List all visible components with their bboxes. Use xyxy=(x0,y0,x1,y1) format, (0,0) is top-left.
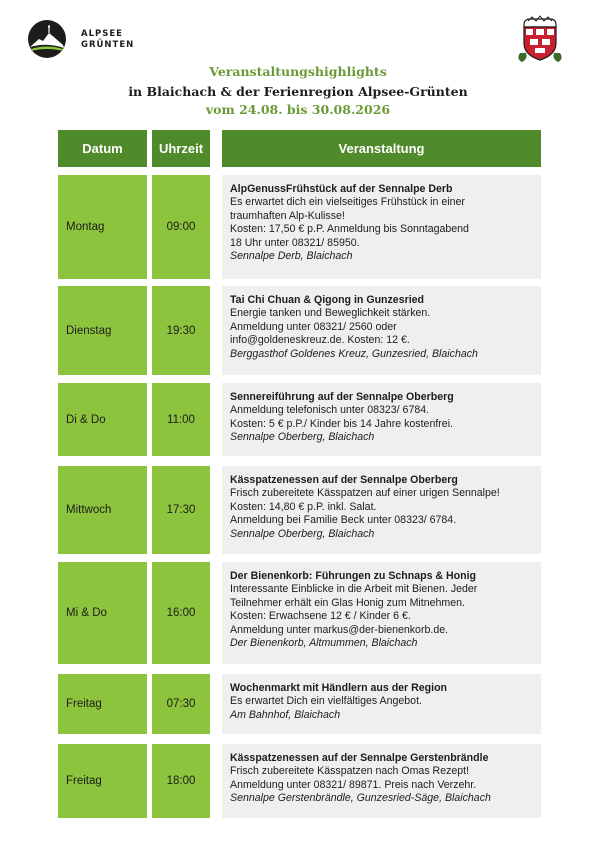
event-time: 09:00 xyxy=(152,175,210,279)
column-header-datum: Datum xyxy=(58,130,147,167)
event-time: 17:30 xyxy=(152,466,210,554)
logo-line-2: GRÜNTEN xyxy=(81,40,135,50)
event-time: 11:00 xyxy=(152,383,210,456)
event-day: Di & Do xyxy=(58,383,147,456)
event-day: Dienstag xyxy=(58,286,147,375)
event-title: Tai Chi Chuan & Qigong in Gunzesried xyxy=(230,294,425,306)
event-description: Kosten: Erwachsene 12 € / Kinder 6 €. xyxy=(230,610,411,623)
event-title: Sennereiführung auf der Sennalpe Oberberg xyxy=(230,391,454,403)
event-description: Frisch zubereitete Kässpatzen auf einer urigen Sennalpe! xyxy=(230,487,500,500)
event-location: Der Bienenkorb, Altmummen, Blaichach xyxy=(230,637,418,650)
event-location: Sennalpe Gerstenbrändle, Gunzesried-Säge, Blaichach xyxy=(230,792,491,805)
event-description: Es erwartet dich ein vielseitiges Frühstück in einer xyxy=(230,196,465,209)
event-row xyxy=(58,383,541,456)
event-details xyxy=(222,674,541,734)
coat-of-arms-icon xyxy=(514,13,566,65)
event-row xyxy=(58,562,541,664)
page-title: Veranstaltungshighlights xyxy=(209,64,387,79)
event-time: 16:00 xyxy=(152,562,210,664)
event-description: Anmeldung bei Familie Beck unter 08323/ 6784. xyxy=(230,514,457,527)
event-day: Freitag xyxy=(58,674,147,734)
event-description: Teilnehmer erhält ein Glas Honig zum Mitnehmen. xyxy=(230,596,465,609)
event-day: Montag xyxy=(58,175,147,279)
logo-line-1: ALPSEE xyxy=(81,29,123,39)
event-details xyxy=(222,562,541,664)
event-location: Am Bahnhof, Blaichach xyxy=(230,708,341,721)
event-description: 18 Uhr unter 08321/ 85950. xyxy=(230,236,360,249)
event-row xyxy=(58,466,541,554)
event-title: Wochenmarkt mit Händlern aus der Region xyxy=(230,682,448,694)
event-day: Mi & Do xyxy=(58,562,147,664)
column-header-veranstaltung: Veranstaltung xyxy=(222,130,541,167)
event-description: Kosten: 5 € p.P./ Kinder bis 14 Jahre kostenfrei. xyxy=(230,417,453,430)
mountain-logo-icon xyxy=(27,19,73,59)
event-location: Sennalpe Derb, Blaichach xyxy=(230,250,353,263)
event-time: 18:00 xyxy=(152,744,210,818)
event-description: Kosten: 17,50 € p.P. Anmeldung bis Sonntagabend xyxy=(230,223,469,236)
event-description: Anmeldung unter 08321/ 2560 oder xyxy=(230,320,397,333)
event-location: Berggasthof Goldenes Kreuz, Gunzesried, Blaichach xyxy=(230,347,478,360)
event-location: Sennalpe Oberberg, Blaichach xyxy=(230,527,375,540)
column-header-uhrzeit: Uhrzeit xyxy=(152,130,210,167)
event-description: Interessante Einblicke in die Arbeit mit Bienen. Jeder xyxy=(230,583,478,596)
event-details xyxy=(222,286,541,375)
event-title: AlpGenussFrühstück auf der Sennalpe Derb xyxy=(230,183,453,195)
alpsee-gruenten-logo xyxy=(27,19,147,59)
event-day: Freitag xyxy=(58,744,147,818)
event-row xyxy=(58,175,541,279)
event-row xyxy=(58,674,541,734)
logo-wordmark xyxy=(81,29,134,51)
event-day: Mittwoch xyxy=(58,466,147,554)
event-details xyxy=(222,175,541,279)
event-row xyxy=(58,286,541,375)
event-title: Der Bienenkorb: Führungen zu Schnaps & Honig xyxy=(230,570,477,582)
event-details xyxy=(222,744,541,818)
event-details xyxy=(222,383,541,456)
event-description: traumhaften Alp-Kulisse! xyxy=(230,209,345,222)
event-description: info@goldeneskreuz.de. Kosten: 12 €. xyxy=(230,334,410,347)
event-description: Energie tanken und Beweglichkeit stärken. xyxy=(230,307,431,320)
event-description: Anmeldung unter 08321/ 89871. Preis nach Verzehr. xyxy=(230,778,477,791)
event-time: 19:30 xyxy=(152,286,210,375)
event-description: Frisch zubereitete Kässpatzen nach Omas Rezept! xyxy=(230,765,470,778)
event-description: Anmeldung telefonisch unter 08323/ 6784. xyxy=(230,404,430,417)
event-title: Kässpatzenessen auf der Sennalpe Gerstenbrändle xyxy=(230,752,489,764)
event-location: Sennalpe Oberberg, Blaichach xyxy=(230,431,375,444)
page-subtitle: in Blaichach & der Ferienregion Alpsee-Grünten xyxy=(128,84,468,99)
event-details xyxy=(222,466,541,554)
event-time: 07:30 xyxy=(152,674,210,734)
event-description: Kosten: 14,80 € p.P. inkl. Salat. xyxy=(230,500,377,513)
event-row xyxy=(58,744,541,818)
event-description: Anmeldung unter markus@der-bienenkorb.de. xyxy=(230,623,449,636)
event-description: Es erwartet Dich ein vielfältiges Angebot. xyxy=(230,695,422,708)
page-date-range: vom 24.08. bis 30.08.2026 xyxy=(205,102,391,117)
event-title: Kässpatzenessen auf der Sennalpe Oberberg xyxy=(230,474,458,486)
